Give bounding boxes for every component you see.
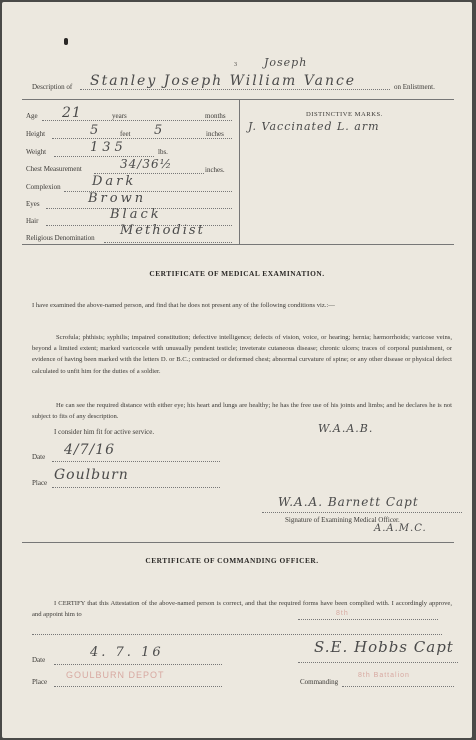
commanding-officer-signature: S.E. Hobbs Capt bbox=[314, 638, 454, 656]
medical-signature-sub: A.A.M.C. bbox=[374, 523, 427, 534]
height-inches: 5 bbox=[154, 123, 164, 138]
description-suffix: on Enlistment. bbox=[394, 83, 435, 91]
age-label: Age bbox=[26, 112, 38, 120]
chest-label: Chest Measurement bbox=[26, 165, 82, 173]
weight-unit: lbs. bbox=[158, 148, 168, 156]
hair-label: Hair bbox=[26, 217, 39, 225]
fit-statement: I consider him fit for active service. bbox=[54, 428, 155, 436]
distinctive-marks-label: DISTINCTIVE MARKS. bbox=[306, 111, 383, 118]
medical-place-value: Goulburn bbox=[54, 467, 129, 483]
page-mark bbox=[64, 38, 68, 45]
page-number-fragment: 3 bbox=[234, 62, 237, 68]
eyes-value: Brown bbox=[88, 191, 147, 206]
commanding-place-label: Place bbox=[32, 678, 48, 686]
complexion-label: Complexion bbox=[26, 183, 61, 191]
enlistee-name: Stanley Joseph William Vance bbox=[90, 73, 357, 89]
chest-value: 34/36½ bbox=[120, 157, 173, 171]
eyes-label: Eyes bbox=[26, 200, 40, 208]
description-label: Description of bbox=[32, 83, 73, 91]
commanding-unit-stamp: 8th Battalion bbox=[358, 672, 410, 679]
medical-certificate-title: CERTIFICATE OF MEDICAL EXAMINATION. bbox=[149, 269, 325, 278]
inserted-name: Joseph bbox=[264, 56, 308, 69]
commanding-certificate-title: CERTIFICATE OF COMMANDING OFFICER. bbox=[145, 556, 319, 565]
medical-intro: I have examined the above-named person, and find that he does not present any of the following conditions viz.:— bbox=[32, 302, 335, 309]
hair-value: Black bbox=[110, 207, 162, 222]
height-label: Height bbox=[26, 130, 46, 138]
commanding-date-label: Date bbox=[32, 656, 46, 664]
medical-date-label: Date bbox=[32, 453, 46, 461]
commanding-certify-text: I CERTIFY that this Attestation of the above-named person is correct, and that the required forms have been complied with. I accordingly approve, and appoint him to bbox=[32, 600, 452, 619]
medical-initials: W.A.A.B. bbox=[318, 422, 374, 435]
distinctive-marks-value: J. Vaccinated L. arm bbox=[248, 120, 380, 133]
medical-place-label: Place bbox=[32, 479, 48, 487]
medical-date-value: 4/7/16 bbox=[64, 442, 116, 458]
height-inches-label: inches bbox=[206, 130, 224, 138]
age-value: 21 bbox=[62, 105, 82, 121]
medical-signature-label: Signature of Examining Medical Officer. bbox=[285, 516, 400, 524]
attestation-page bbox=[2, 2, 472, 738]
chest-unit: inches. bbox=[205, 166, 225, 174]
religion-value: Methodist bbox=[120, 223, 205, 238]
appoint-stamp: 8th bbox=[336, 610, 349, 617]
height-feet-label: feet bbox=[120, 130, 131, 138]
medical-declaration: He can see the required distance with either eye; his heart and lungs are healthy; he has the free use of his joints and limbs; and he declares he is not subject to fits of any description. bbox=[32, 402, 452, 421]
commanding-place-stamp: GOULBURN DEPOT bbox=[66, 670, 165, 680]
age-months-label: months bbox=[205, 112, 226, 120]
medical-officer-signature: W.A.A. Barnett Capt bbox=[278, 495, 419, 509]
age-years-label: years bbox=[112, 112, 127, 120]
complexion-value: Dark bbox=[92, 174, 137, 189]
weight-label: Weight bbox=[26, 148, 47, 156]
commanding-label: Commanding bbox=[300, 678, 339, 686]
religion-label: Religious Denomination bbox=[26, 234, 95, 242]
height-feet: 5 bbox=[90, 123, 100, 138]
medical-conditions: Scrofula; phthisis; syphilis; impaired constitution; defective intelligence; defects of vision, voice, or hearing; hernia; hæmorrhoids; varicose veins, beyond a limited extent; marked varicocele with unusually pendent testicle; inveterate cutaneous disease; chronic ulcers; traces of corporal punishment, or evidence of having been marked with the letters D. or B.C.; contracted or deformed chest; abnormal curvature of spine; or any other disease or physical defect calculated to unfit him for the duties of a soldier. bbox=[32, 334, 452, 375]
commanding-date-value: 4. 7. 16 bbox=[90, 645, 164, 660]
weight-value: 135 bbox=[90, 140, 127, 155]
